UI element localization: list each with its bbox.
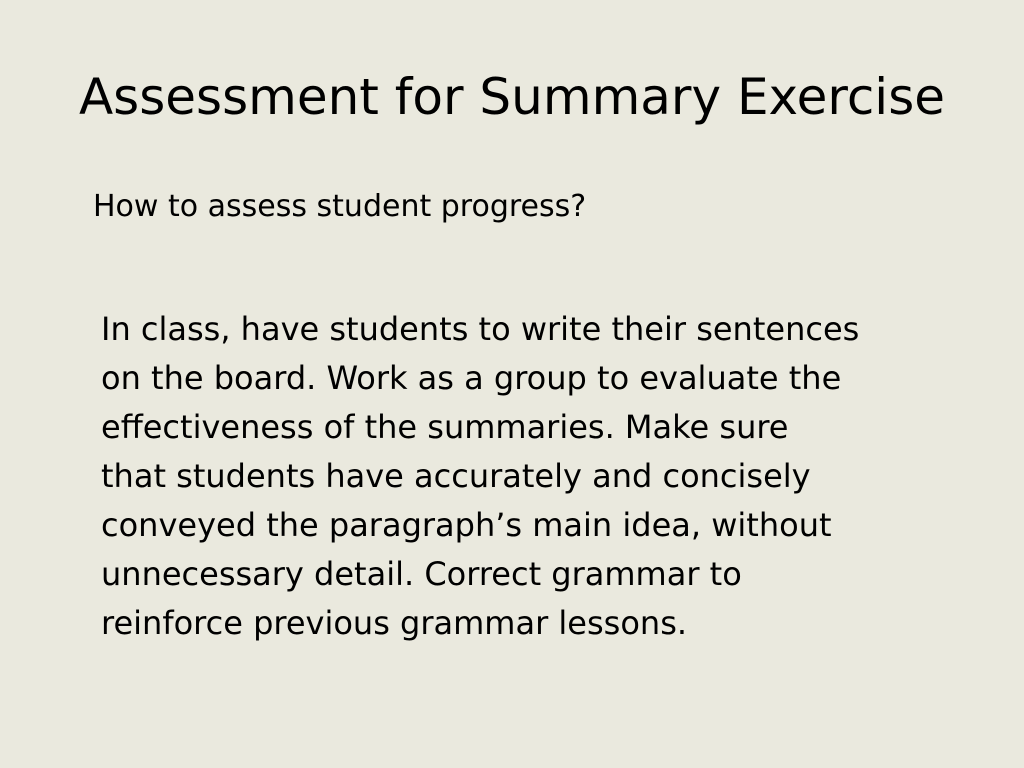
body-line: conveyed the paragraph’s main idea, without xyxy=(101,506,832,544)
body-line: reinforce previous grammar lessons. xyxy=(101,604,688,642)
slide-body-text xyxy=(101,305,986,648)
body-line: that students have accurately and concisely xyxy=(101,457,811,495)
body-line: effectiveness of the summaries. Make sure xyxy=(101,408,789,446)
slide-subtitle: How to assess student progress? xyxy=(93,189,587,224)
body-line: unnecessary detail. Correct grammar to xyxy=(101,555,742,593)
body-line: on the board. Work as a group to evaluate the xyxy=(101,359,842,397)
body-line: In class, have students to write their sentences xyxy=(101,310,860,348)
slide-title: Assessment for Summary Exercise xyxy=(78,68,946,126)
